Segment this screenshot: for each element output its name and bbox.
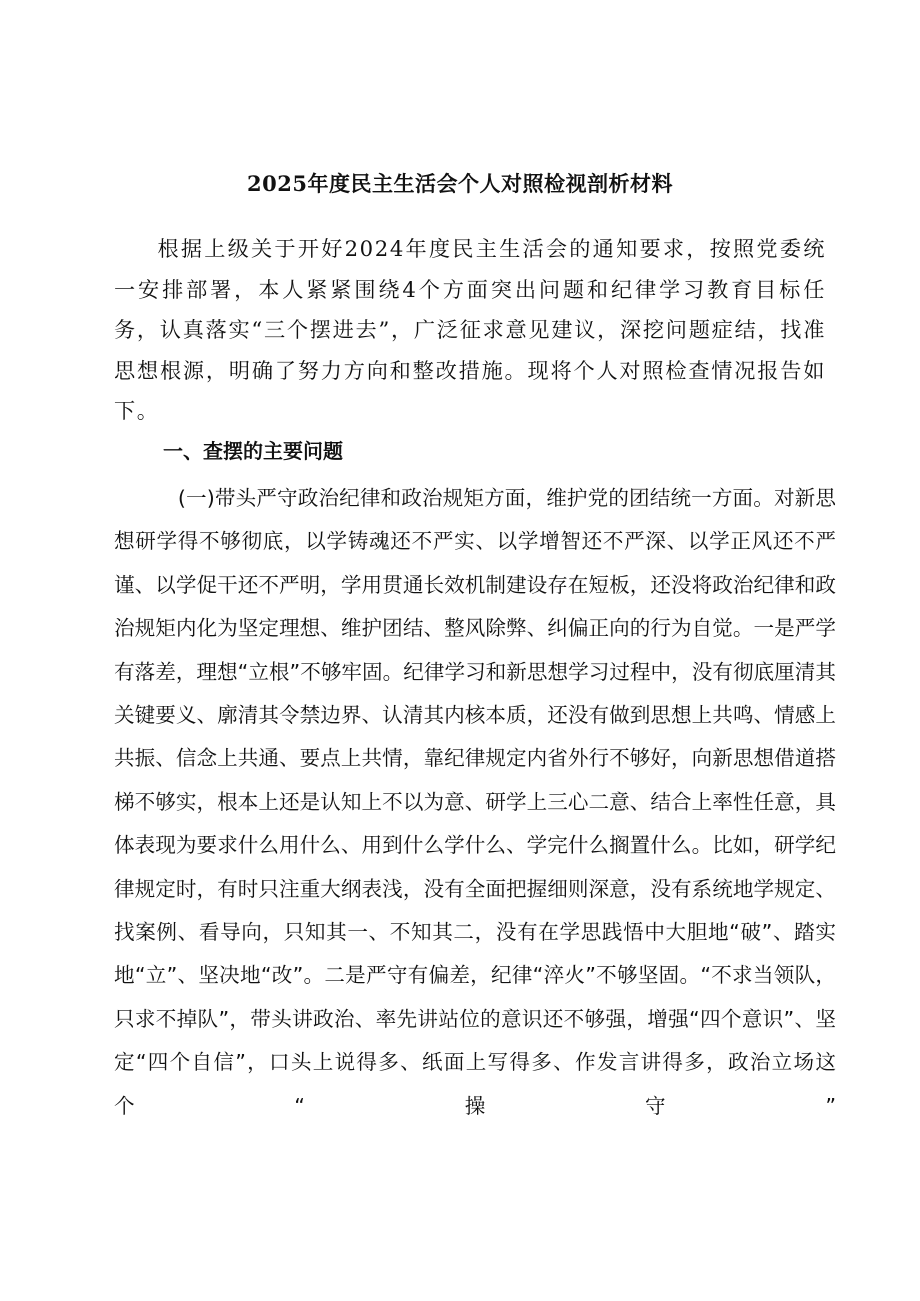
document-title: 2025年度民主生活会个人对照检视剖析材料 xyxy=(247,171,673,196)
subsection-paragraph: (一)带头严守政治纪律和政治规矩方面，维护党的团结统一方面。对新思想研学得不够彻底，以学铸魂还不严实、以学增智还不严深、以学正风还不严谨、以学促干还不严明，学用贯通长效机制建设存在短板，还没将政治纪律和政治规矩内化为坚定理想、维护团结、整风除弊、纠偏正向的行为自觉。一是严学有落差，理想“立根”不够牢固。纪律学习和新思想学习过程中，没有彻底厘清其关键要义、廓清其令禁边界、认清其内核本质，还没有做到思想上共鸣、情感上共振、信念上共通、要点上共情，靠纪律规定内省外行不够好，向新思想借道搭梯不够实，根本上还是认知上不以为意、研学上三心二意、结合上率性任意，具体表现为要求什么用什么、用到什么学什么、学完什么搁置什么。比如，研学纪律规定时，有时只注重大纲表浅，没有全面把握细则深意，没有系统地学规定、找案例、看导向，只知其一、不知其二，没有在学思践悟中大胆地“破”、踏实地“立”、坚决地“改”。二是严守有偏差，纪律“淬火”不够坚固。“不求当领队，只求不掉队”，带头讲政治、率先讲站位的意识还不够强，增强“四个意识”、坚定“四个自信”，口头上说得多、纸面上写得多、作发言讲得多，政治立场这个“操守” xyxy=(114,486,836,1118)
section-heading: 一、查摆的主要问题 xyxy=(163,439,343,463)
intro-paragraph: 根据上级关于开好2024年度民主生活会的通知要求，按照党委统一安排部署，本人紧紧围绕4个方面突出问题和纪律学习教育目标任务，认真落实“三个摆进去”，广泛征求意见建议，深挖问题症结，找准思想根源，明确了努力方向和整改措施。现将个人对照检查情况报告如下。 xyxy=(114,236,826,423)
